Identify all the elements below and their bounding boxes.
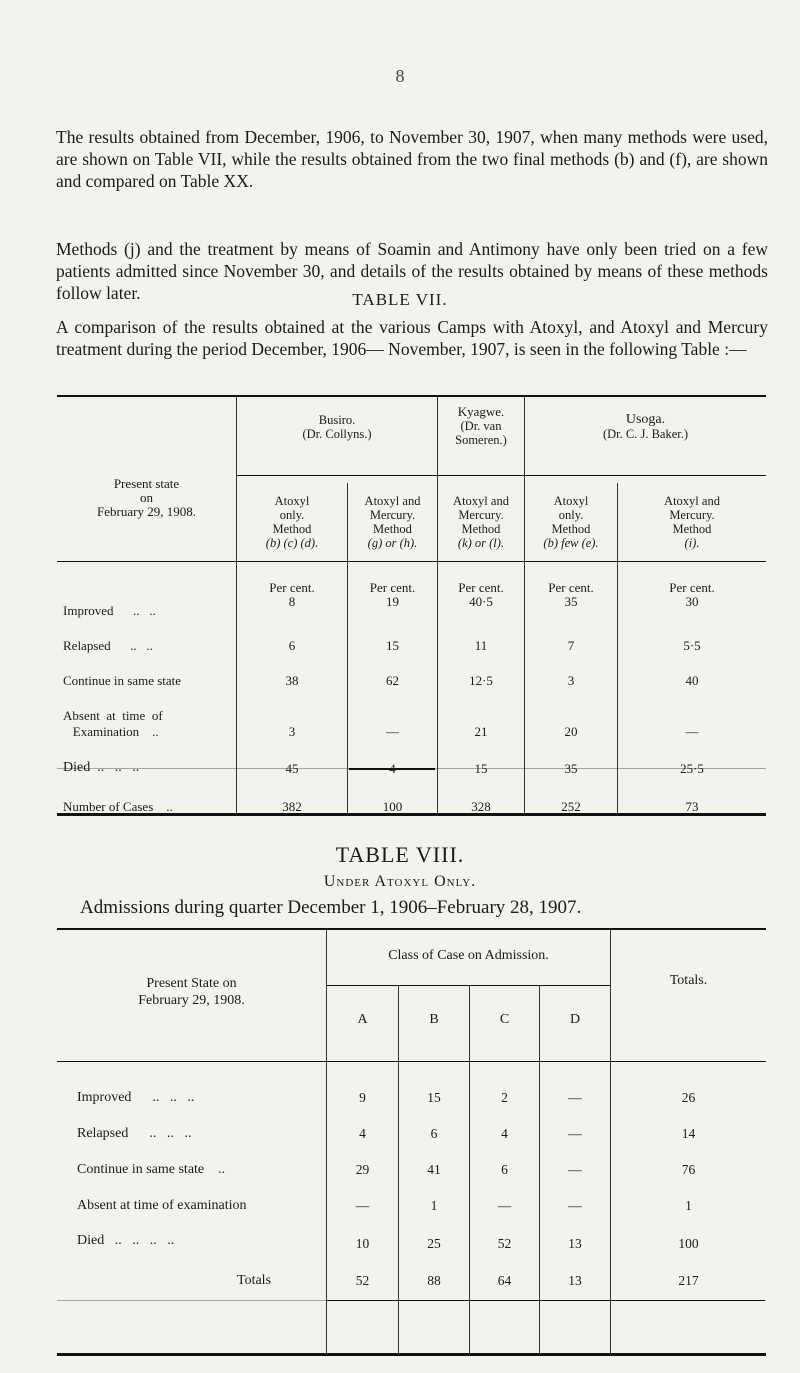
intro-paragraph-2: Methods (j) and the treatment by means of Soamin and Antimony have only been tried on a few patients admitted since November 30, and details of the results obtained by means of these methods follow later. bbox=[56, 239, 768, 303]
table-cell: 7 bbox=[567, 638, 575, 653]
table-cell: 38 bbox=[285, 673, 299, 688]
column-header-4: Atoxyl only. Method (b) few (e). bbox=[543, 494, 599, 550]
table-cell: 2 bbox=[501, 1090, 508, 1105]
table-cell: 6 bbox=[430, 1126, 438, 1141]
table8-row-header: Present State on February 29, 1908. bbox=[138, 976, 245, 1008]
table-cell: 13 bbox=[568, 1236, 582, 1251]
unit-label: Per cent. bbox=[269, 580, 315, 595]
table-cell: 15 bbox=[386, 638, 399, 653]
class-d-header: D bbox=[569, 1012, 581, 1027]
table-cell: — bbox=[355, 1198, 370, 1213]
class-header: Class of Case on Admission. bbox=[388, 948, 549, 963]
table-cell: 5·5 bbox=[683, 638, 701, 653]
table-cell: 21 bbox=[474, 724, 488, 739]
row-label-continue: Continue in same state .. bbox=[77, 1162, 226, 1177]
table-cell: 4 bbox=[501, 1126, 508, 1141]
table-cell: 40 bbox=[685, 673, 699, 688]
table-cell: 52 bbox=[355, 1273, 370, 1288]
table-cell: 12·5 bbox=[469, 673, 493, 688]
table-cell: 40·5 bbox=[469, 594, 493, 609]
table-cell: 217 bbox=[678, 1273, 699, 1288]
table-cell: 41 bbox=[427, 1162, 441, 1177]
table-cell: 19 bbox=[386, 594, 399, 609]
table-cell: 4 bbox=[359, 1126, 366, 1141]
table-cell: 73 bbox=[685, 799, 699, 814]
row-label-absent: Absent at time of examination bbox=[77, 1198, 247, 1213]
table-cell: 10 bbox=[355, 1236, 370, 1251]
column-header-3: Atoxyl and Mercury. Method (k) or (l). bbox=[453, 494, 509, 550]
row-label-relapsed: Relapsed .. .. bbox=[63, 638, 153, 653]
table8-heading: TABLE VIII. bbox=[335, 842, 465, 867]
table8 bbox=[57, 928, 766, 1358]
row-label-improved: Improved .. .. bbox=[63, 603, 156, 618]
class-b-header: B bbox=[429, 1012, 439, 1027]
table-cell: 35 bbox=[564, 594, 578, 609]
table8-subheading: Under Atoxyl Only. bbox=[323, 873, 477, 890]
table-cell: 15 bbox=[427, 1090, 441, 1105]
table-cell: 26 bbox=[681, 1090, 696, 1105]
class-c-header: C bbox=[499, 1012, 510, 1027]
group-kyagwe: Kyagwe. (Dr. van Someren.) bbox=[455, 404, 507, 447]
table-cell: 100 bbox=[382, 799, 403, 814]
table-cell: 11 bbox=[474, 638, 488, 653]
table-cell: 4 bbox=[389, 761, 396, 776]
table-cell: 382 bbox=[282, 799, 302, 814]
unit-label: Per cent. bbox=[669, 580, 715, 595]
row-label-absent: Absent at time of Examination .. bbox=[63, 708, 163, 739]
unit-label: Per cent. bbox=[369, 580, 416, 595]
table-cell: 9 bbox=[359, 1090, 366, 1105]
table-cell: — bbox=[568, 1090, 582, 1105]
table-cell: — bbox=[497, 1198, 512, 1213]
table-cell: 3 bbox=[567, 673, 575, 688]
table-cell: — bbox=[386, 724, 399, 739]
class-a-header: A bbox=[357, 1012, 368, 1027]
table7 bbox=[57, 395, 766, 815]
table-cell: — bbox=[568, 1162, 582, 1177]
group-usoga: Usoga. (Dr. C. J. Baker.) bbox=[602, 412, 689, 441]
table-cell: — bbox=[685, 724, 699, 739]
table-cell: 15 bbox=[474, 761, 488, 776]
table-cell: 13 bbox=[568, 1273, 582, 1288]
table-cell: 88 bbox=[427, 1273, 441, 1288]
row-label-number-of-cases: Number of Cases .. bbox=[63, 799, 173, 814]
unit-label: Per cent. bbox=[458, 580, 504, 595]
intro-paragraph-1: The results obtained from December, 1906, to November 30, 1907, when many methods were used, are shown on Table VII, while the results obtained from the two final methods (b) and (f), are shown and compared on Table XX. bbox=[56, 127, 768, 191]
table-cell: 30 bbox=[685, 594, 699, 609]
column-header-1: Atoxyl only. Method (b) (c) (d). bbox=[265, 494, 319, 550]
table-cell: 100 bbox=[678, 1236, 699, 1251]
table-cell: 20 bbox=[564, 724, 578, 739]
table7-row-header: Present state on February 29, 1908. bbox=[97, 476, 196, 519]
table-cell: 64 bbox=[497, 1273, 512, 1288]
table-cell: 29 bbox=[355, 1162, 370, 1177]
table-cell: 6 bbox=[501, 1162, 508, 1177]
table-cell: — bbox=[568, 1198, 582, 1213]
table-cell: 14 bbox=[681, 1126, 696, 1141]
table-cell: 8 bbox=[288, 594, 296, 609]
table-cell: 62 bbox=[386, 673, 399, 688]
table-cell: 1 bbox=[685, 1198, 692, 1213]
table7-heading: TABLE VII. bbox=[352, 290, 448, 309]
row-label-died: Died .. .. .. bbox=[63, 760, 140, 775]
row-label-improved: Improved .. .. .. bbox=[77, 1090, 195, 1105]
column-header-2: Atoxyl and Mercury. Method (g) or (h). bbox=[364, 494, 421, 550]
table-cell: 45 bbox=[285, 761, 299, 776]
table-cell: 6 bbox=[288, 638, 296, 653]
table-cell: 3 bbox=[288, 724, 296, 739]
table-cell: 1 bbox=[430, 1198, 438, 1213]
column-header-5: Atoxyl and Mercury. Method (i). bbox=[664, 494, 720, 550]
table-cell: 25 bbox=[427, 1236, 441, 1251]
table-cell: — bbox=[568, 1126, 582, 1141]
totals-header: Totals. bbox=[669, 973, 708, 988]
table-cell: 25·5 bbox=[680, 761, 704, 776]
unit-label: Per cent. bbox=[548, 580, 594, 595]
row-label-died: Died .. .. .. .. bbox=[77, 1233, 175, 1248]
table-cell: 76 bbox=[681, 1162, 696, 1177]
row-label-relapsed: Relapsed .. .. .. bbox=[77, 1126, 192, 1141]
table7-description: A comparison of the results obtained at the various Camps with Atoxyl, and Atoxyl and Mercury treatment during the period December, 1906— November, 1907, is seen in the following Table :— bbox=[56, 317, 768, 359]
table-cell: 328 bbox=[471, 799, 491, 814]
row-label-continue: Continue in same state bbox=[63, 673, 182, 688]
table-cell: 52 bbox=[497, 1236, 512, 1251]
table-cell: 35 bbox=[564, 761, 578, 776]
table-cell: 252 bbox=[561, 799, 581, 814]
page-number: 8 bbox=[395, 66, 405, 86]
group-busiro: Busiro. (Dr. Collyns.) bbox=[302, 413, 372, 441]
table8-admissions: Admissions during quarter December 1, 1906–February 28, 1907. bbox=[80, 897, 582, 918]
row-label-totals: Totals bbox=[237, 1273, 272, 1288]
